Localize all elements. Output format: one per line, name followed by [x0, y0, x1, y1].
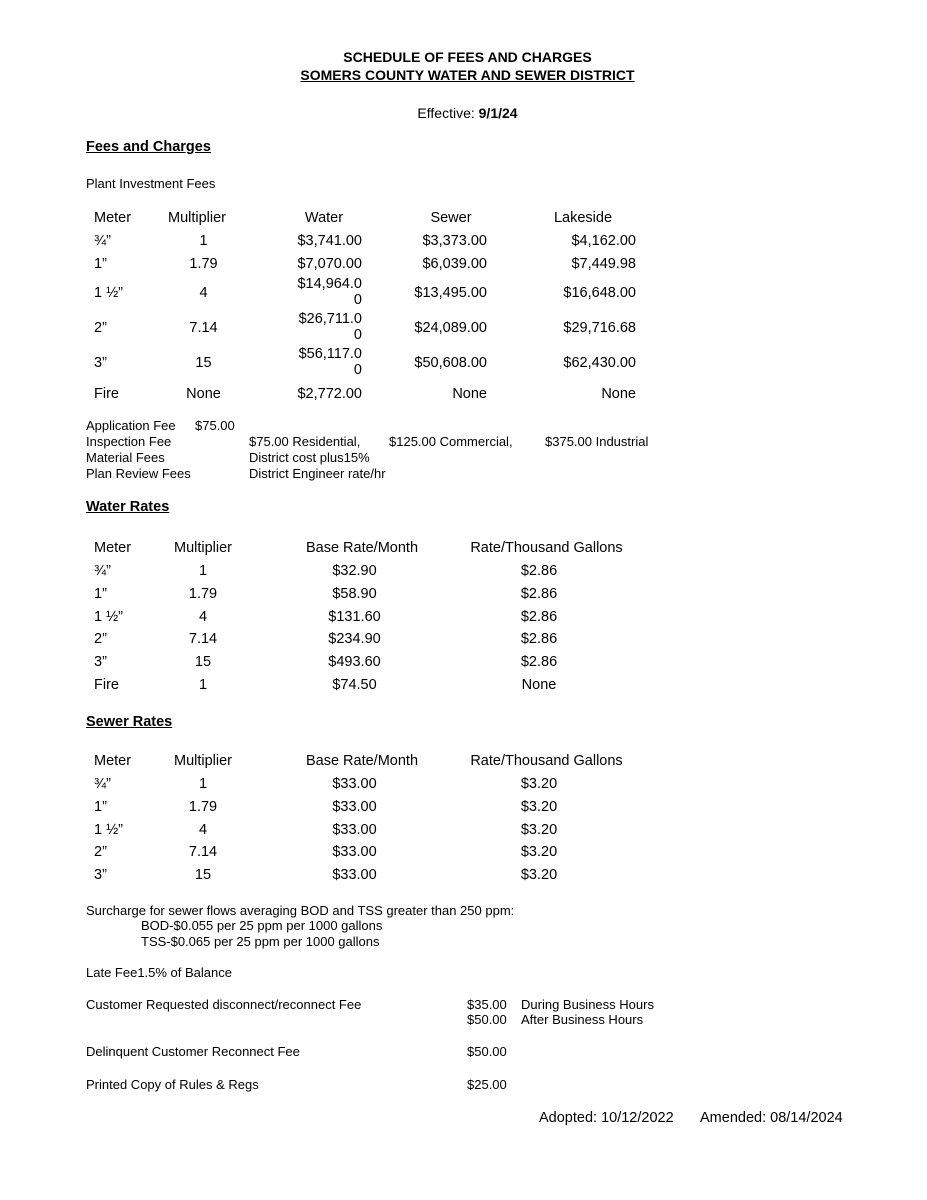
sewer-base-rate: $33.00: [332, 844, 377, 861]
pif-water: $3,741.00: [297, 233, 362, 249]
sewer-meter: ¾”: [94, 776, 111, 792]
water-meter: 3”: [94, 654, 107, 671]
sewer-col-multiplier: Multiplier: [173, 753, 232, 769]
adopted-date: Adopted: 10/12/2022: [539, 1110, 674, 1126]
water-base-rate: $32.90: [332, 563, 377, 579]
water-multiplier: 4: [198, 608, 208, 625]
pif-sewer: $3,373.00: [422, 233, 487, 249]
pif-water-wrap: 0: [353, 292, 362, 308]
pif-meter: 1”: [94, 256, 107, 272]
water-multiplier: 1: [198, 677, 208, 693]
material-fees-label: Material Fees: [86, 450, 165, 465]
pif-water: $56,117.0: [298, 346, 362, 362]
surcharge-line: Surcharge for sewer flows averaging BOD and TSS greater than 250 ppm:: [86, 903, 515, 918]
pif-sewer: $13,495.00: [414, 285, 487, 301]
bod-surcharge: BOD-$0.055 per 25 ppm per 1000 gallons: [141, 918, 383, 933]
pif-multiplier: 15: [195, 355, 212, 371]
printed-copy-amount: $25.00: [467, 1077, 507, 1092]
pif-water: $7,070.00: [297, 256, 362, 272]
water-base-rate: $234.90: [328, 631, 381, 648]
tss-surcharge: TSS-$0.065 per 25 ppm per 1000 gallons: [141, 934, 380, 949]
plant-investment-subheading: Plant Investment Fees: [86, 176, 216, 191]
water-rate-per-thousand: $2.86: [520, 631, 558, 648]
water-base-rate: $493.60: [328, 654, 381, 671]
sewer-meter: 2”: [94, 844, 107, 861]
sewer-col-rate-per-thousand: Rate/Thousand Gallons: [470, 753, 623, 769]
pif-col-meter: Meter: [94, 210, 132, 226]
pif-col-lakeside: Lakeside: [553, 210, 613, 226]
water-meter: ¾”: [94, 563, 111, 579]
water-multiplier: 7.14: [188, 631, 218, 648]
pif-sewer: $50,608.00: [414, 355, 487, 371]
pif-col-sewer: Sewer: [430, 210, 472, 226]
water-rate-per-thousand: None: [521, 677, 557, 693]
pif-multiplier: 1.79: [189, 256, 218, 272]
sewer-multiplier: 1.79: [188, 798, 218, 815]
water-col-rate-per-thousand: Rate/Thousand Gallons: [470, 540, 623, 556]
sewer-multiplier: 15: [194, 867, 212, 884]
disconnect-note-business: During Business Hours: [521, 997, 654, 1012]
pif-meter: 3”: [94, 355, 107, 371]
pif-lakeside: $16,648.00: [563, 285, 636, 301]
water-rate-per-thousand: $2.86: [520, 654, 558, 671]
pif-lakeside: $29,716.68: [563, 320, 636, 336]
pif-multiplier: None: [186, 386, 221, 402]
sewer-meter: 1 ½”: [94, 821, 124, 838]
pif-lakeside: $7,449.98: [571, 256, 636, 272]
sewer-meter: 3”: [94, 867, 107, 884]
water-multiplier: 15: [194, 654, 212, 671]
pif-water-wrap: 0: [353, 327, 362, 343]
sewer-col-base-rate: Base Rate/Month: [305, 753, 419, 769]
pif-water: $2,772.00: [297, 386, 362, 402]
water-multiplier: 1.79: [188, 585, 218, 602]
water-rate-per-thousand: $2.86: [520, 563, 558, 579]
plan-review-value: District Engineer rate/hr: [249, 466, 386, 481]
pif-sewer: None: [452, 386, 487, 402]
pif-multiplier: 1: [199, 233, 208, 249]
pif-water: $14,964.0: [297, 276, 362, 292]
material-fees-value: District cost plus15%: [249, 450, 370, 465]
water-base-rate: $74.50: [332, 677, 377, 693]
sewer-rate-per-thousand: $3.20: [520, 867, 558, 884]
water-base-rate: $131.60: [328, 608, 381, 625]
pif-multiplier: 4: [199, 285, 208, 301]
inspection-residential: $75.00 Residential,: [249, 434, 361, 449]
pif-sewer: $24,089.00: [414, 320, 487, 336]
effective-date-line: [0, 105, 927, 121]
district-name: SOMERS COUNTY WATER AND SEWER DISTRICT: [300, 67, 635, 83]
pif-water: $26,711.0: [298, 311, 362, 327]
pif-lakeside: None: [601, 386, 636, 402]
pif-meter: ¾”: [94, 233, 111, 249]
pif-col-water: Water: [304, 210, 344, 226]
sewer-rate-per-thousand: $3.20: [520, 844, 558, 861]
pif-meter: Fire: [94, 386, 119, 402]
water-base-rate: $58.90: [332, 585, 377, 602]
delinquent-fee-label: Delinquent Customer Reconnect Fee: [86, 1044, 300, 1059]
water-meter: 1 ½”: [94, 608, 124, 625]
inspection-industrial: $375.00 Industrial: [545, 434, 649, 449]
pif-water-wrap: 0: [353, 362, 362, 378]
water-rate-per-thousand: $2.86: [520, 608, 558, 625]
water-meter: 1”: [94, 585, 107, 602]
pif-lakeside: $4,162.00: [571, 233, 636, 249]
water-col-multiplier: Multiplier: [173, 540, 232, 556]
disconnect-fee-label: Customer Requested disconnect/reconnect Fee: [86, 997, 362, 1012]
pif-meter: 1 ½”: [94, 285, 124, 301]
inspection-commercial: $125.00 Commercial,: [389, 434, 513, 449]
plan-review-label: Plan Review Fees: [86, 466, 191, 481]
water-meter: Fire: [94, 677, 119, 693]
water-col-meter: Meter: [94, 540, 132, 556]
water-rate-per-thousand: $2.86: [520, 585, 558, 602]
sewer-multiplier: 1: [198, 776, 208, 792]
document-title: SCHEDULE OF FEES AND CHARGES: [343, 49, 592, 65]
sewer-base-rate: $33.00: [332, 821, 377, 838]
late-fee: Late Fee1.5% of Balance: [86, 965, 232, 980]
disconnect-amount-after: $50.00: [467, 1012, 507, 1027]
water-multiplier: 1: [198, 563, 208, 579]
printed-copy-label: Printed Copy of Rules & Regs: [86, 1077, 259, 1092]
amended-date: Amended: 08/14/2024: [700, 1110, 843, 1126]
sewer-rate-per-thousand: $3.20: [520, 776, 558, 792]
pif-col-multiplier: Multiplier: [167, 210, 226, 226]
water-rates-heading: Water Rates: [86, 499, 170, 515]
sewer-meter: 1”: [94, 798, 107, 815]
application-fee-value: $75.00: [195, 418, 235, 433]
sewer-multiplier: 4: [198, 821, 208, 838]
water-col-base-rate: Base Rate/Month: [305, 540, 419, 556]
effective-label: Effective:: [417, 105, 479, 121]
inspection-fee-label: Inspection Fee: [86, 434, 172, 449]
sewer-base-rate: $33.00: [332, 867, 377, 884]
water-meter: 2”: [94, 631, 107, 648]
sewer-base-rate: $33.00: [332, 798, 377, 815]
pif-sewer: $6,039.00: [422, 256, 487, 272]
disconnect-note-after: After Business Hours: [521, 1012, 644, 1027]
sewer-col-meter: Meter: [94, 753, 132, 769]
sewer-base-rate: $33.00: [332, 776, 377, 792]
pif-multiplier: 7.14: [189, 320, 218, 336]
pif-meter: 2”: [94, 320, 107, 336]
effective-date: 9/1/24: [478, 105, 518, 121]
pif-lakeside: $62,430.00: [563, 355, 636, 371]
sewer-rate-per-thousand: $3.20: [520, 821, 558, 838]
delinquent-fee-amount: $50.00: [467, 1044, 507, 1059]
sewer-rates-heading: Sewer Rates: [86, 714, 173, 730]
disconnect-amount-business: $35.00: [467, 997, 507, 1012]
sewer-rate-per-thousand: $3.20: [520, 798, 558, 815]
sewer-multiplier: 7.14: [188, 844, 218, 861]
application-fee-label: Application Fee: [86, 418, 176, 433]
fees-heading: Fees and Charges: [86, 139, 211, 155]
